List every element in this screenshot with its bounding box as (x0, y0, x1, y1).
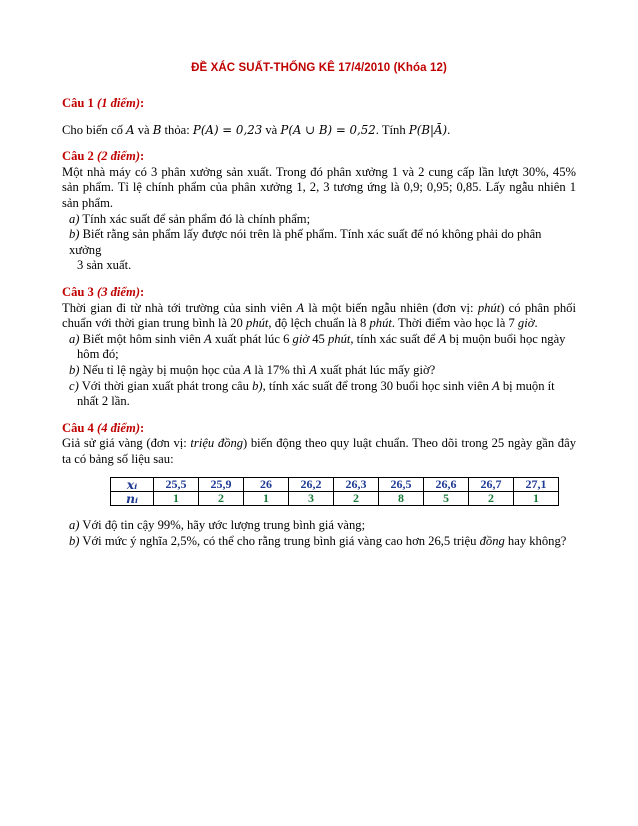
table-cell-n: 1 (154, 492, 199, 506)
question-2-points: (2 điểm) (97, 149, 141, 164)
q1-equation-union: P(A ∪ B) = 0,52 (280, 122, 376, 137)
table-cell-n: 3 (289, 492, 334, 506)
q1-text-b: và (134, 122, 153, 137)
table-row-n (111, 492, 559, 506)
table-cell-x: 26 (244, 478, 289, 492)
q1-text-d: và (262, 122, 281, 137)
q3-body-3: ) có phân phối chuẩn với thời gian trung bình là 20 (62, 300, 576, 331)
question-3-label: Câu 3 (62, 284, 94, 299)
q3-b-3: xuất phát lúc mấy giờ? (317, 362, 436, 377)
table-cell-x: 26,7 (469, 478, 514, 492)
question-1-heading (62, 96, 576, 112)
q3-c-ref: b) (252, 378, 263, 393)
q3-c-2: , tính xác suất để trong 30 buổi học sinh viên (262, 378, 493, 393)
question-2-colon: : (140, 149, 145, 164)
q3-body-6: . (534, 316, 538, 331)
q2-part-a-label: a) (69, 211, 80, 226)
question-2-part-b (62, 227, 576, 274)
question-1-text (62, 123, 576, 139)
table-cell-x: 26,2 (289, 478, 334, 492)
table-cell-n: 1 (514, 492, 559, 506)
question-2-label: Câu 2 (62, 149, 94, 164)
q2-part-b-text: Biết rằng sản phẩm lấy được nói trên là phế phẩm. Tính xác suất để nó không phải do phân xưởng (69, 227, 542, 257)
q3-a-4: , tính xác suất để (350, 331, 439, 346)
q3-a-hour: giờ (292, 331, 310, 346)
question-1-label: Câu 1 (62, 96, 94, 110)
question-3-points: (3 điểm) (97, 284, 141, 299)
table-cell-n: 2 (334, 492, 379, 506)
q2-part-b-continuation: 3 sản xuất. (77, 258, 132, 273)
page-title: ĐỀ XÁC SUẤT-THỐNG KÊ 17/4/2010 (Khóa 12) (191, 62, 447, 74)
q3-body-2: là một biến ngẫu nhiên (đơn vị: (304, 300, 478, 315)
question-4-heading (62, 421, 576, 437)
question-3-heading (62, 285, 576, 301)
q3-unit-minute-2: phút (246, 316, 269, 331)
question-3-part-c (62, 379, 576, 410)
q4-body-2: ) biến động theo quy luật chuẩn. Theo dõi trong 25 ngày gần đây ta có bảng số liệu sau: (62, 436, 576, 466)
question-2-body: Một nhà máy có 3 phân xưởng sản xuất. Trong đó phân xưởng 1 và 2 cung cấp lần lượt 30%, 45% sản phẩm. Tỉ lệ chính phẩm của phân xưởng 1, 2, 3 tương ứng là 0,9; 0,95; 0,85. Lấy ngẫu nhiên 1 sản phẩm. (62, 164, 576, 210)
question-1-points: (1 điểm) (97, 96, 141, 110)
question-4-colon: : (140, 420, 145, 435)
q3-a-2: xuất phát lúc 6 (211, 331, 293, 346)
q2-part-b-label: b) (69, 227, 80, 242)
q4-b-currency: đồng (479, 534, 505, 549)
q3-unit-minute-3: phút (369, 316, 392, 331)
question-4-points: (4 điểm) (97, 420, 141, 435)
q3-a-5: bị muộn buổi học ngày (446, 331, 566, 346)
q4-part-a-label: a) (69, 518, 80, 533)
q3-body-5: . Thời điểm vào học là 7 (391, 316, 518, 331)
question-4-part-b (62, 534, 576, 550)
q3-c-3: bị muộn ít (499, 378, 555, 393)
question-3-part-a (62, 332, 576, 363)
document-body (62, 96, 576, 550)
q1-equation-pa: P(A) = 0,23 (192, 122, 263, 137)
q4-part-a-text: Với độ tin cậy 99%, hãy ước lượng trung bình giá vàng; (79, 518, 366, 533)
q3-unit-hour: giờ (517, 316, 535, 331)
question-3-colon: : (140, 284, 145, 299)
table-cell-x: 25,5 (154, 478, 199, 492)
q3-part-c-continuation: nhất 2 lần. (77, 394, 130, 409)
q4-unit: triệu đồng (190, 436, 244, 451)
table-row-x (111, 478, 559, 492)
table-cell-x: 27,1 (514, 478, 559, 492)
question-4-part-a (62, 518, 576, 534)
question-2-part-a (62, 212, 576, 228)
question-3-part-b (62, 363, 576, 379)
q1-event-a: A (126, 122, 135, 137)
q1-text-e: . Tính (375, 122, 409, 137)
q3-a-student: A (204, 331, 212, 346)
q3-a-student-2: A (438, 331, 447, 346)
q1-equation-target: P(B|Ā) (408, 122, 448, 137)
table-cell-x: 26,6 (424, 478, 469, 492)
q3-a-1: Biết một hôm sinh viên (79, 331, 205, 346)
table-cell-n: 2 (469, 492, 514, 506)
table-header-x: xᵢ (111, 478, 154, 492)
q3-body-4: , độ lệch chuẩn là 8 (268, 316, 370, 331)
q1-text-f: . (447, 122, 451, 137)
q3-b-1: Nếu tỉ lệ ngày bị muộn học của (79, 362, 244, 377)
table-cell-x: 25,9 (199, 478, 244, 492)
question-1-colon: : (140, 96, 145, 110)
table-cell-x: 26,3 (334, 478, 379, 492)
q3-b-student-2: A (309, 362, 317, 377)
q3-part-b-label: b) (69, 362, 80, 377)
q1-text-c: thỏa: (161, 122, 193, 137)
q4-b-2: hay không? (504, 534, 567, 549)
q4-part-b-label: b) (69, 534, 80, 549)
q3-unit-minute: phút (477, 300, 501, 315)
q2-part-a-text: Tính xác suất để sản phẩm đó là chính phẩm; (79, 211, 311, 226)
q3-b-2: là 17% thì (251, 362, 310, 377)
q3-student-a: A (296, 300, 305, 315)
q3-b-student: A (243, 362, 252, 377)
q3-part-a-continuation: hôm đó; (77, 347, 119, 362)
question-3-body (62, 301, 576, 332)
question-4-label: Câu 4 (62, 420, 94, 435)
question-4-body (62, 436, 576, 467)
q3-c-1: Với thời gian xuất phát trong câu (78, 378, 253, 393)
q4-body-1: Giả sử giá vàng (đơn vị: (62, 436, 191, 451)
q3-a-minute: phút (327, 331, 351, 346)
q3-body-1: Thời gian đi từ nhà tới trường của sinh viên (62, 300, 297, 315)
q3-c-student: A (492, 378, 500, 393)
table-cell-n: 8 (379, 492, 424, 506)
table-cell-n: 2 (199, 492, 244, 506)
q1-event-b: B (152, 122, 162, 137)
table-cell-x: 26,5 (379, 478, 424, 492)
q3-a-3: 45 (309, 331, 328, 346)
question-2-heading (62, 149, 576, 165)
q3-part-c-label: c) (69, 378, 79, 393)
q1-text-a: Cho biến cố (62, 122, 127, 137)
q3-part-a-label: a) (69, 331, 80, 346)
table-header-n: nᵢ (111, 492, 154, 506)
table-cell-n: 5 (424, 492, 469, 506)
table-cell-n: 1 (244, 492, 289, 506)
gold-price-table (110, 477, 559, 506)
q4-b-1: Với mức ý nghĩa 2,5%, có thể cho rằng trung bình giá vàng cao hơn 26,5 triệu (79, 534, 480, 549)
